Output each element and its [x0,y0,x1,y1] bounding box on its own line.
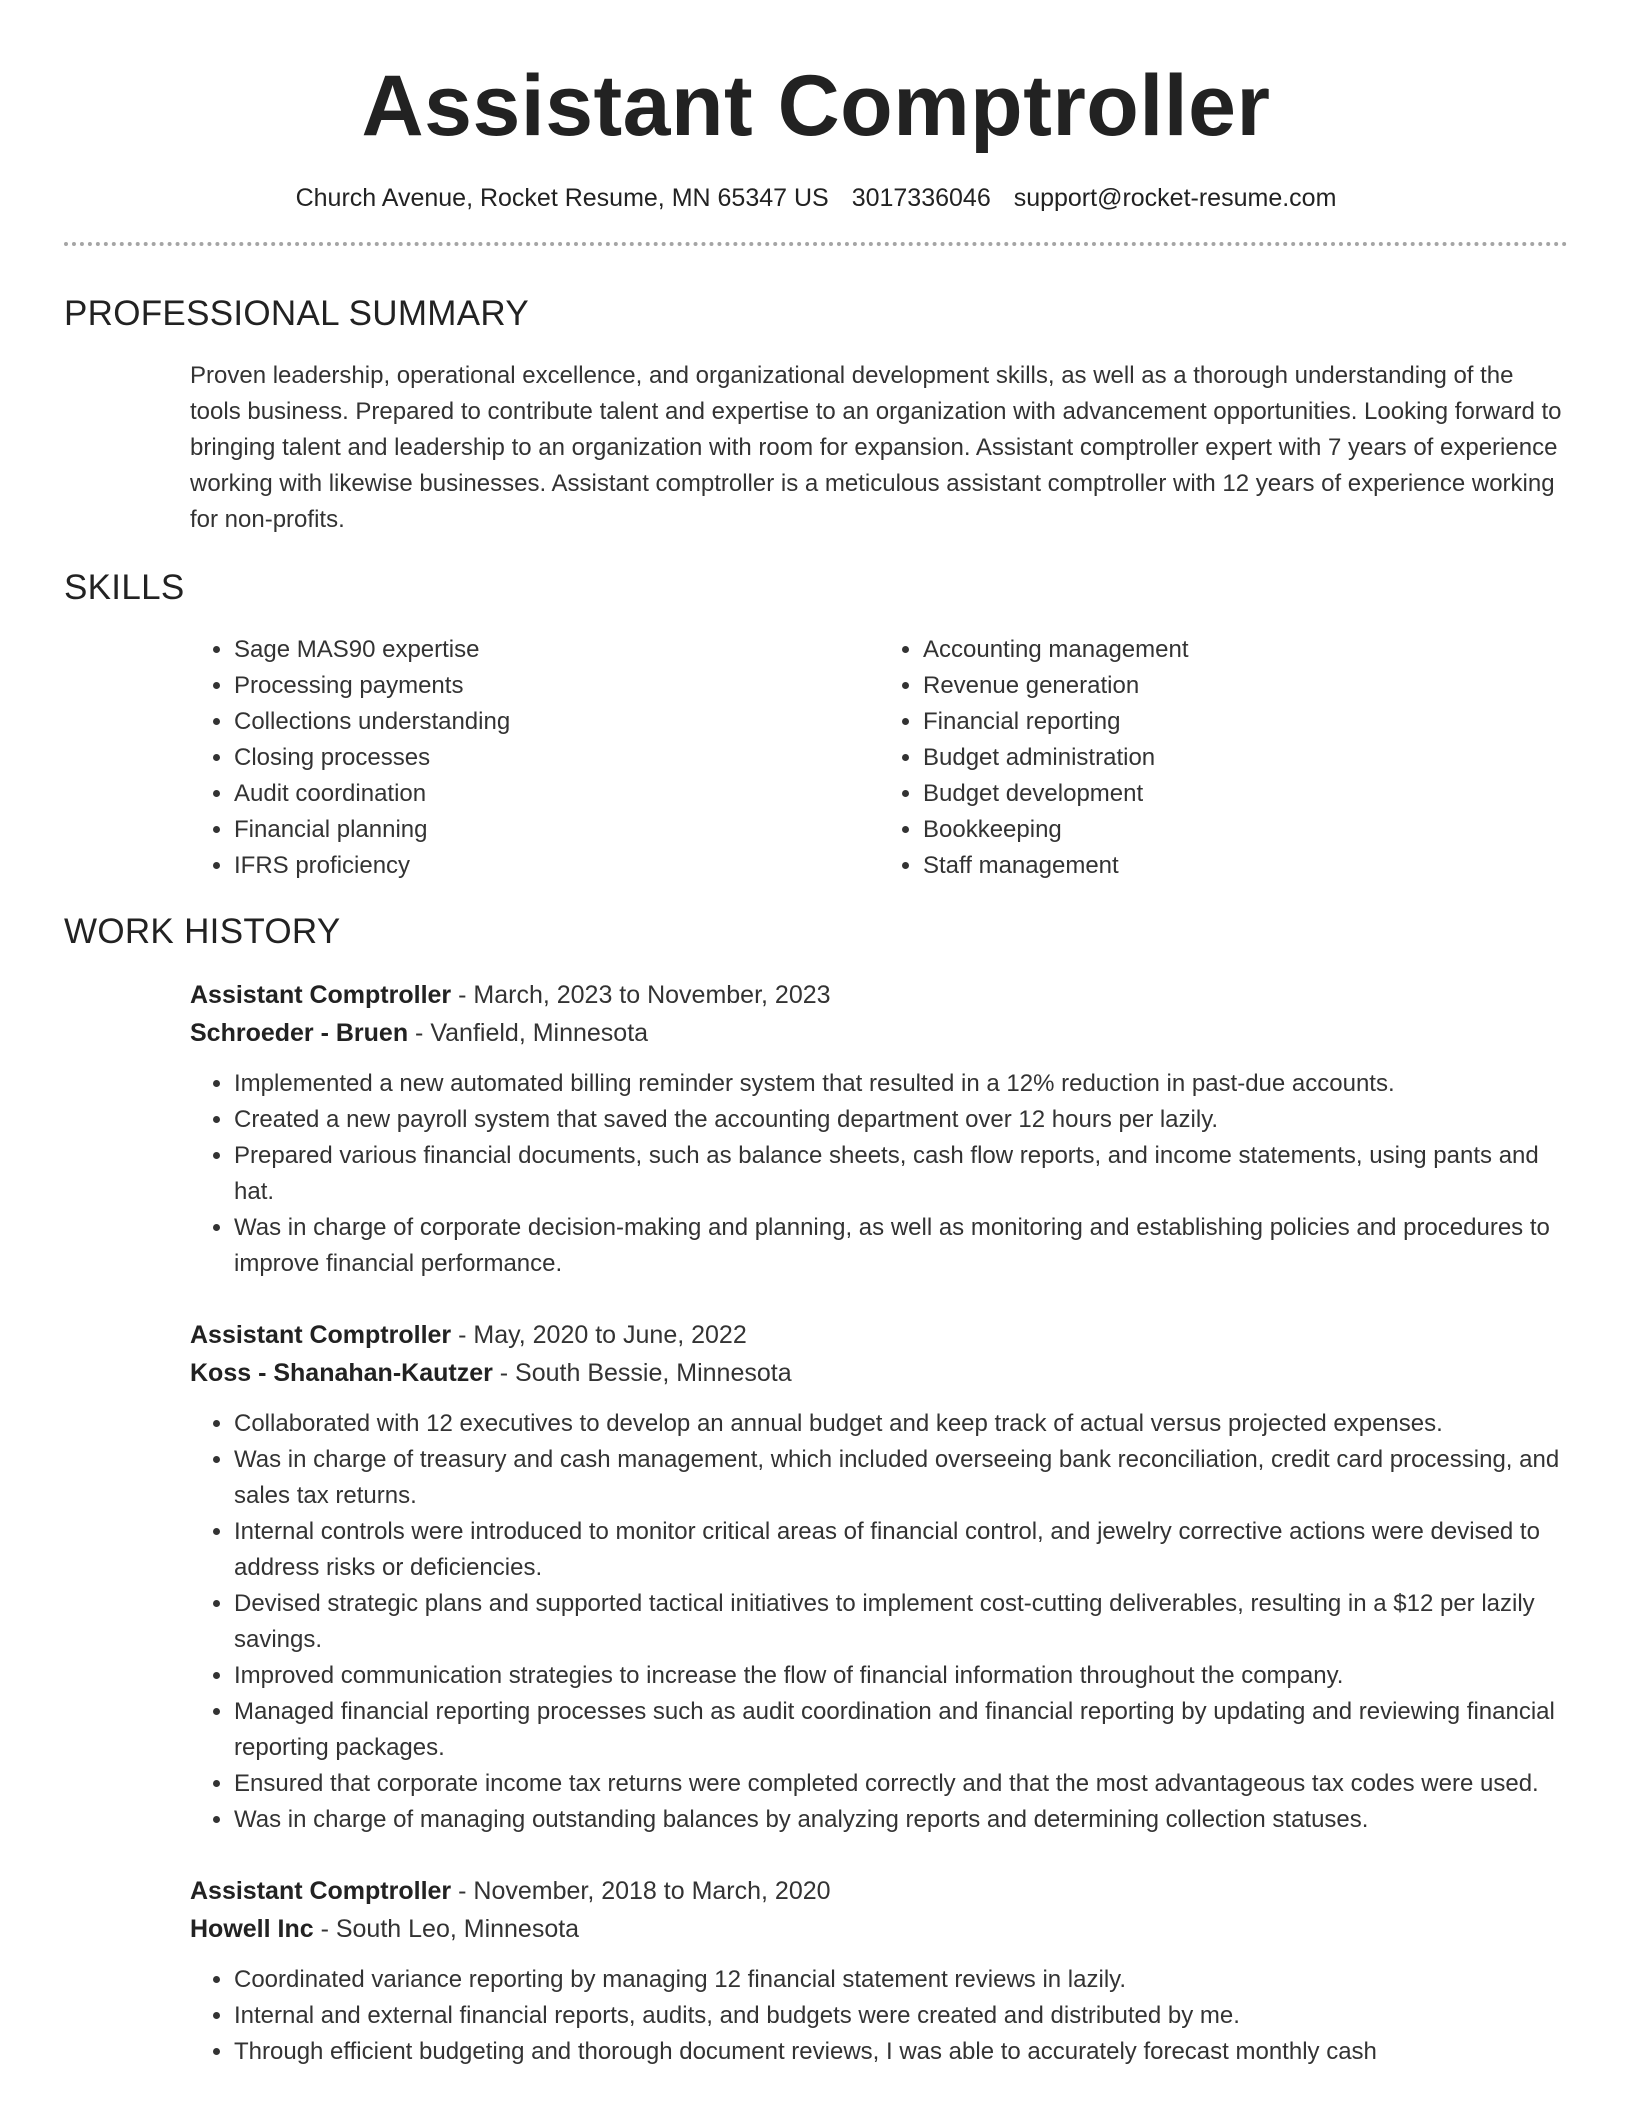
skills-list-right [879,632,1568,884]
skill-item: • Accounting management [923,632,1568,668]
summary-text: Proven leadership, operational excellence, and organizational development skills, as well as a thorough understanding of the tools business. Prepared to contribute talent and expertise to an organization with advancement opportunities. Looking forward to bringing talent and leadership to an organization with room for expansion. Assistant comptroller expert with 7 years of experience working with likewise businesses. Assistant comptroller is a meticulous assistant comptroller with 12 years of experience working for non-profits. [190,362,1562,533]
job-entry [190,976,1568,1282]
email-text: support@rocket-resume.com [1013,184,1337,212]
job-bullet: • Through efficient budgeting and thorough document reviews, I was able to accurately forecast monthly cash [234,2034,1568,2070]
summary-heading: PROFESSIONAL SUMMARY [64,294,529,333]
job-company: Schroeder - Bruen [190,1019,409,1047]
skill-item: • Audit coordination [234,776,879,812]
job-company: Howell Inc [190,1915,314,1943]
job-company-line [190,1014,1568,1052]
job-dates: - May, 2020 to June, 2022 [451,1321,747,1349]
job-company-line [190,1354,1568,1392]
job-company-line [190,1910,1568,1948]
job-dates: - November, 2018 to March, 2020 [451,1877,831,1905]
job-entry [190,1872,1568,2070]
job-bullet: • Collaborated with 12 executives to develop an annual budget and keep track of actual versus projected expenses. [234,1406,1568,1442]
job-title-line [190,976,1568,1014]
address-text: Church Avenue, Rocket Resume, MN 65347 US [295,184,829,212]
skill-item: • Financial planning [234,812,879,848]
job-bullet: • Internal controls were introduced to monitor critical areas of financial control, and jewelry corrective actions were devised to address risks or deficiencies. [234,1514,1568,1586]
job-bullet: • Devised strategic plans and supported tactical initiatives to implement cost-cutting deliverables, resulting in a $12 per lazily savings. [234,1586,1568,1658]
job-bullet: • Ensured that corporate income tax returns were completed correctly and that the most advantageous tax codes were used. [234,1766,1568,1802]
job-title: Assistant Comptroller [190,1321,452,1349]
job-bullet: • Was in charge of treasury and cash management, which included overseeing bank reconciliation, credit card processing, and sales tax returns. [234,1442,1568,1514]
job-entry [190,1316,1568,1838]
job-title: Assistant Comptroller [190,1877,452,1905]
skill-item: • Staff management [923,848,1568,884]
work-history-heading: WORK HISTORY [64,912,341,951]
job-bullet: • Implemented a new automated billing reminder system that resulted in a 12% reduction in past-due accounts. [234,1066,1568,1102]
phone-text: 3017336046 [851,184,991,212]
skill-item: • IFRS proficiency [234,848,879,884]
skill-item: • Budget development [923,776,1568,812]
skill-item: • Budget administration [923,740,1568,776]
job-location: - South Bessie, Minnesota [492,1359,792,1387]
skills-list-left [190,632,879,884]
summary-section [64,292,1568,538]
candidate-name: Assistant Comptroller [361,58,1271,154]
skills-grid [190,632,1568,884]
job-bullet: • Created a new payroll system that saved the accounting department over 12 hours per lazily. [234,1102,1568,1138]
job-dates: - March, 2023 to November, 2023 [451,981,831,1009]
job-location: - South Leo, Minnesota [313,1915,580,1943]
job-title: Assistant Comptroller [190,981,452,1009]
job-bullet: • Coordinated variance reporting by managing 12 financial statement reviews in lazily. [234,1962,1568,1998]
job-bullet: • Prepared various financial documents, such as balance sheets, cash flow reports, and income statements, using pants and hat. [234,1138,1568,1210]
job-bullet: • Improved communication strategies to increase the flow of financial information throughout the company. [234,1658,1568,1694]
job-bullets [190,1962,1568,2070]
job-bullet: • Internal and external financial reports, audits, and budgets were created and distributed by me. [234,1998,1568,2034]
skill-item: • Collections understanding [234,704,879,740]
skill-item: • Closing processes [234,740,879,776]
skill-item: • Financial reporting [923,704,1568,740]
job-title-line [190,1316,1568,1354]
skills-heading: SKILLS [64,568,185,607]
skill-item: • Bookkeeping [923,812,1568,848]
job-bullet: • Was in charge of managing outstanding balances by analyzing reports and determining collection statuses. [234,1802,1568,1838]
job-bullets [190,1406,1568,1838]
resume-header [64,0,1568,216]
job-company: Koss - Shanahan-Kautzer [190,1359,493,1387]
job-bullets [190,1066,1568,1282]
skill-item: • Sage MAS90 expertise [234,632,879,668]
job-bullet: • Managed financial reporting processes such as audit coordination and financial reporting by updating and reviewing financial reporting packages. [234,1694,1568,1766]
skill-item: • Revenue generation [923,668,1568,704]
job-title-line [190,1872,1568,1910]
job-location: - Vanfield, Minnesota [408,1019,649,1047]
job-bullet: • Was in charge of corporate decision-making and planning, as well as monitoring and establishing policies and procedures to improve financial performance. [234,1210,1568,1282]
header-divider [64,242,1568,246]
skills-section [64,566,1568,884]
work-history-section [64,910,1568,2070]
contact-line [64,180,1568,216]
skill-item: • Processing payments [234,668,879,704]
